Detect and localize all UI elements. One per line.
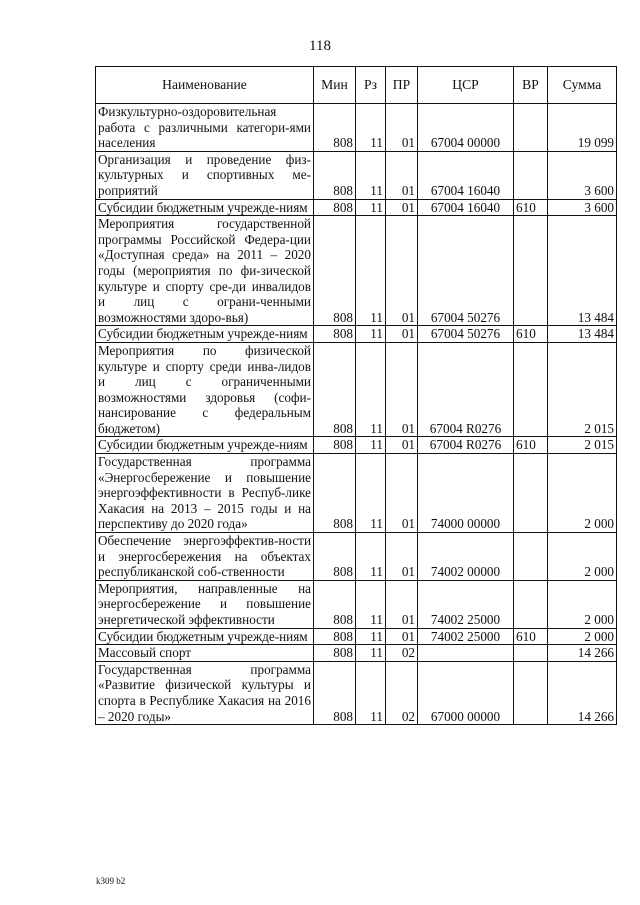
row-min: 808 — [314, 628, 356, 645]
table-row — [96, 661, 617, 724]
row-rz: 11 — [356, 437, 386, 454]
row-vr — [514, 151, 548, 199]
row-vr — [514, 454, 548, 533]
row-pr: 01 — [386, 437, 418, 454]
row-rz: 11 — [356, 199, 386, 216]
row-sum: 3 600 — [548, 199, 617, 216]
row-csr: 67004 R0276 — [418, 437, 514, 454]
row-sum: 2 000 — [548, 628, 617, 645]
row-csr: 67004 50276 — [418, 216, 514, 326]
row-name: Организация и проведение физ-культурных и спортивных ме-роприятий — [96, 151, 314, 199]
row-min: 808 — [314, 533, 356, 581]
row-min: 808 — [314, 199, 356, 216]
row-pr: 01 — [386, 628, 418, 645]
row-sum: 3 600 — [548, 151, 617, 199]
row-name: Субсидии бюджетным учрежде-ниям — [96, 326, 314, 343]
header-csr: ЦСР — [418, 67, 514, 104]
row-name: Субсидии бюджетным учрежде-ниям — [96, 437, 314, 454]
table-row — [96, 580, 617, 628]
row-vr — [514, 342, 548, 437]
row-csr: 74000 00000 — [418, 454, 514, 533]
table-row — [96, 437, 617, 454]
table-row — [96, 628, 617, 645]
table-row — [96, 454, 617, 533]
row-name: Физкультурно-оздоровительная работа с различными категори-ями населения — [96, 104, 314, 152]
row-min: 808 — [314, 661, 356, 724]
row-sum: 14 266 — [548, 645, 617, 662]
row-min: 808 — [314, 326, 356, 343]
row-sum: 2 000 — [548, 454, 617, 533]
row-min: 808 — [314, 580, 356, 628]
row-name: Субсидии бюджетным учрежде-ниям — [96, 199, 314, 216]
row-csr: 74002 00000 — [418, 533, 514, 581]
row-rz: 11 — [356, 533, 386, 581]
table-row — [96, 533, 617, 581]
footer-code: k309 b2 — [96, 876, 126, 886]
row-min: 808 — [314, 342, 356, 437]
table-row — [96, 216, 617, 326]
row-name: Государственная программа «Развитие физической культуры и спорта в Республике Хакасия на 2016 – 2020 годы» — [96, 661, 314, 724]
row-name: Государственная программа «Энергосбережение и повышение энергоэффективности в Респуб-лике Хакасия на 2013 – 2015 годы и на перспективу до 2020 года» — [96, 454, 314, 533]
row-vr: 610 — [514, 199, 548, 216]
row-name: Мероприятия по физической культуре и спорту среди инва-лидов и лиц с ограниченными возможностями здоровья (софи-нансирование с федеральным бюджетом) — [96, 342, 314, 437]
row-rz: 11 — [356, 454, 386, 533]
row-name: Субсидии бюджетным учрежде-ниям — [96, 628, 314, 645]
row-min: 808 — [314, 645, 356, 662]
row-sum: 14 266 — [548, 661, 617, 724]
row-min: 808 — [314, 104, 356, 152]
header-vr: ВР — [514, 67, 548, 104]
row-rz: 11 — [356, 326, 386, 343]
row-csr: 67004 00000 — [418, 104, 514, 152]
table-row — [96, 342, 617, 437]
row-sum: 2 000 — [548, 580, 617, 628]
table-row — [96, 151, 617, 199]
row-min: 808 — [314, 454, 356, 533]
row-csr: 74002 25000 — [418, 580, 514, 628]
row-vr: 610 — [514, 628, 548, 645]
row-sum: 2 015 — [548, 437, 617, 454]
row-min: 808 — [314, 437, 356, 454]
header-sum: Сумма — [548, 67, 617, 104]
row-vr: 610 — [514, 326, 548, 343]
row-rz: 11 — [356, 628, 386, 645]
row-sum: 13 484 — [548, 216, 617, 326]
row-name: Мероприятия государственной программы Российской Федера-ции «Доступная среда» на 2011 – 2020 годы (мероприятия по фи-зической культуре и спорту сре-ди инвалидов и лиц с ограни-ченными возможностями здоро-вья) — [96, 216, 314, 326]
table-header-row — [96, 67, 617, 104]
row-min: 808 — [314, 151, 356, 199]
row-vr — [514, 104, 548, 152]
header-name: Наименование — [96, 67, 314, 104]
row-sum: 2 015 — [548, 342, 617, 437]
table-row — [96, 326, 617, 343]
row-pr: 02 — [386, 645, 418, 662]
row-pr: 01 — [386, 342, 418, 437]
row-pr: 01 — [386, 216, 418, 326]
row-pr: 01 — [386, 104, 418, 152]
row-name: Массовый спорт — [96, 645, 314, 662]
row-vr: 610 — [514, 437, 548, 454]
row-rz: 11 — [356, 151, 386, 199]
row-rz: 11 — [356, 580, 386, 628]
row-rz: 11 — [356, 645, 386, 662]
row-pr: 01 — [386, 326, 418, 343]
row-csr: 67004 R0276 — [418, 342, 514, 437]
budget-table — [95, 66, 617, 725]
row-csr: 67000 00000 — [418, 661, 514, 724]
row-rz: 11 — [356, 216, 386, 326]
row-rz: 11 — [356, 342, 386, 437]
table-row — [96, 199, 617, 216]
row-pr: 01 — [386, 151, 418, 199]
header-rz: Рз — [356, 67, 386, 104]
row-csr: 67004 16040 — [418, 151, 514, 199]
row-pr: 01 — [386, 533, 418, 581]
row-rz: 11 — [356, 104, 386, 152]
row-name: Обеспечение энергоэффектив-ности и энергосбережения на объектах республиканской соб-ственности — [96, 533, 314, 581]
row-vr — [514, 533, 548, 581]
header-pr: ПР — [386, 67, 418, 104]
row-sum: 13 484 — [548, 326, 617, 343]
row-sum: 19 099 — [548, 104, 617, 152]
header-min: Мин — [314, 67, 356, 104]
row-vr — [514, 645, 548, 662]
row-csr — [418, 645, 514, 662]
table-row — [96, 645, 617, 662]
row-name: Мероприятия, направленные на энергосбережение и повышение энергетической эффективности — [96, 580, 314, 628]
row-vr — [514, 216, 548, 326]
row-sum: 2 000 — [548, 533, 617, 581]
row-rz: 11 — [356, 661, 386, 724]
table-row — [96, 104, 617, 152]
row-min: 808 — [314, 216, 356, 326]
row-pr: 02 — [386, 661, 418, 724]
page-number: 118 — [309, 38, 331, 54]
row-csr: 67004 16040 — [418, 199, 514, 216]
row-vr — [514, 580, 548, 628]
row-pr: 01 — [386, 580, 418, 628]
row-vr — [514, 661, 548, 724]
row-csr: 74002 25000 — [418, 628, 514, 645]
row-pr: 01 — [386, 199, 418, 216]
row-csr: 67004 50276 — [418, 326, 514, 343]
row-pr: 01 — [386, 454, 418, 533]
